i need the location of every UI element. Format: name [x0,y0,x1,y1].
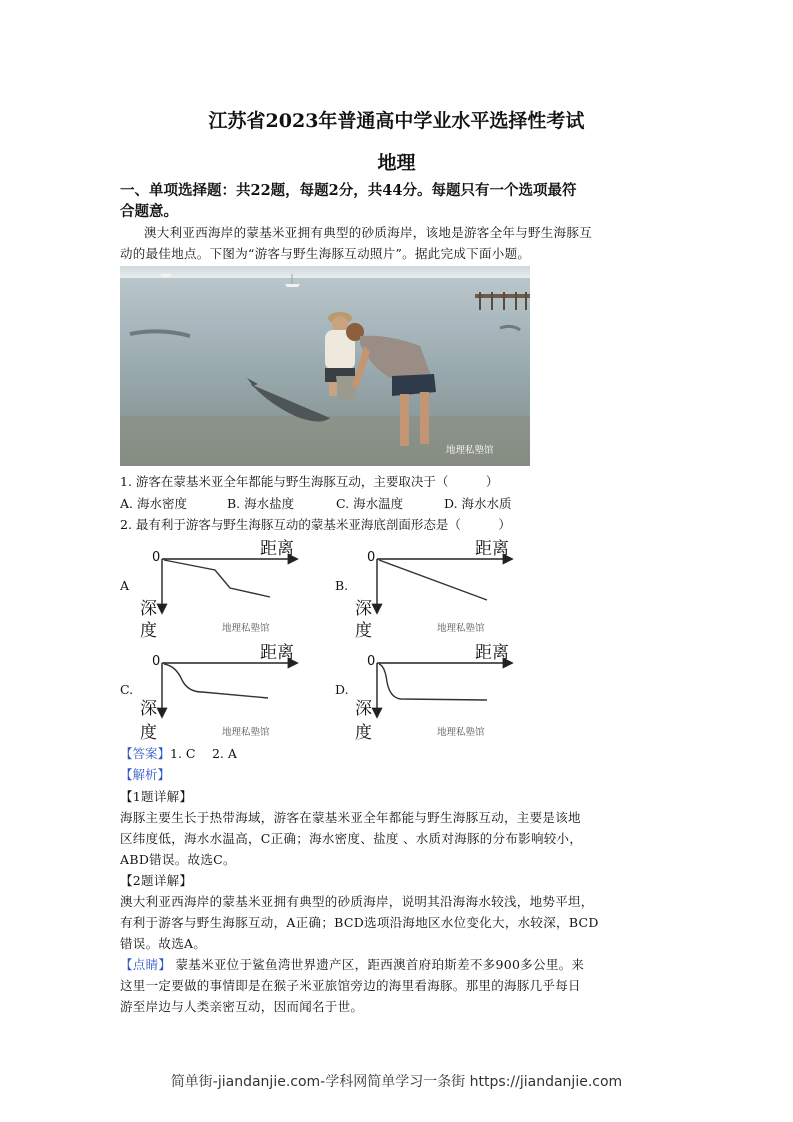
page-footer: 简单街-jiandanjie.com-学科网简单学习一条街 https://jiandanjie.com [170,1074,623,1090]
profile-a-label: A [120,578,130,593]
profile-c-zero: 0 [152,654,161,669]
profile-b-curve [379,560,487,600]
profile-c-label: C. [120,682,134,697]
profile-d-xlabel: 距离 [475,643,509,663]
intro-line2: 动的最佳地点。下图为“游客与野生海豚互动照片”。据此完成下面小题。 [120,246,531,261]
intro-paragraph [120,222,680,264]
tip-line1 [120,954,695,975]
answer-text: 1. C 2. A [170,746,237,761]
intro-line1: 澳大利亚西海岸的蒙基米亚拥有典型的砂质海岸，该地是游客全年与野生海豚互 [144,225,593,240]
profile-b-watermark: 地理私塾馆 [437,623,485,634]
profile-d [335,636,535,746]
section-heading-line1: 一、单项选择题：共22题，每题2分，共44分。每题只有一个选项最符 [120,182,577,199]
profile-d-zero: 0 [367,654,376,669]
q1-detail-line3: ABD错误。故选C。 [120,852,236,867]
profile-a-xlabel: 距离 [260,539,294,559]
q1-detail-tag: 【1题详解】 [120,789,193,804]
q2-detail-line1: 澳大利亚西海岸的蒙基米亚拥有典型的砂质海岸，说明其沿海海水较浅，地势平坦， [120,894,594,909]
q1-detail-line2: 区纬度低，海水水温高，C正确；海水密度、盐度 、水质对海豚的分布影响较小， [120,831,583,846]
analysis-tag: 【解析】 [120,767,171,782]
profile-d-ylabel-1: 深 [355,699,372,719]
answer-tag: 【答案】 [120,746,171,761]
profile-d-label: D. [335,682,349,697]
tip-line3: 游至岸边与人类亲密互动，因而闻名于世。 [120,999,364,1014]
profile-a [120,532,320,642]
profile-b-xlabel: 距离 [475,539,509,559]
dolphin-photo [120,266,530,466]
section-heading [120,180,680,222]
tip-text-1: 蒙基米亚位于鲨鱼湾世界遗产区，距西澳首府珀斯差不多900多公里。来 [171,957,585,972]
answer-line [120,744,237,764]
q1-option-d: D. 海水水质 [444,496,512,511]
profile-a-ylabel-1: 深 [140,599,157,619]
profile-a-curve [164,560,270,597]
profile-c-xlabel: 距离 [260,643,294,663]
profile-c-ylabel-2: 度 [140,723,157,743]
exam-title: 江苏省2023年普通高中学业水平选择性考试 [208,110,585,132]
beach-scene [120,266,530,466]
tip-line2: 这里一定要做的事情即是在猴子米亚旅馆旁边的海里看海豚。那里的海豚几乎每日 [120,978,581,993]
profile-d-ylabel-2: 度 [355,723,372,743]
q1-stem: 1. 游客在蒙基米亚全年都能与野生海豚互动，主要取决于（ ） [120,474,499,489]
profile-c-curve [164,664,268,698]
photo-watermark: 地理私塾馆 [446,445,494,456]
profile-b-label: B. [335,578,349,593]
profile-c-ylabel-1: 深 [140,699,157,719]
profile-a-ylabel-2: 度 [140,621,157,641]
section-heading-line2: 合题意。 [120,203,178,220]
profile-c-watermark: 地理私塾馆 [222,727,270,738]
tip-tag: 【点睛】 [120,957,172,972]
q1-option-b: B. 海水盐度 [227,496,295,511]
profile-d-watermark: 地理私塾馆 [437,727,485,738]
profile-c [120,636,320,746]
q2-detail-tag: 【2题详解】 [120,873,193,888]
q2-detail-line3: 错误。故选A。 [120,936,207,951]
profile-d-curve [379,664,487,700]
q1-detail-line1: 海豚主要生长于热带海域，游客在蒙基米亚全年都能与野生海豚互动，主要是该地 [120,810,581,825]
q1-option-c: C. 海水温度 [336,496,404,511]
profile-b [335,532,535,642]
subject-title: 地理 [377,152,416,174]
profile-b-ylabel-2: 度 [355,621,372,641]
q2-stem: 2. 最有利于游客与野生海豚互动的蒙基米亚海底剖面形态是（ ） [120,517,511,532]
profile-b-ylabel-1: 深 [355,599,372,619]
profile-b-zero: 0 [367,550,376,565]
analysis-block [120,786,695,1017]
q2-detail-line2: 有利于游客与野生海豚互动，A正确；BCD选项沿海地区水位变化大，水较深，BCD [120,915,599,930]
q1-option-a: A. 海水密度 [120,496,187,511]
profile-a-zero: 0 [152,550,161,565]
profile-a-watermark: 地理私塾馆 [222,623,270,634]
